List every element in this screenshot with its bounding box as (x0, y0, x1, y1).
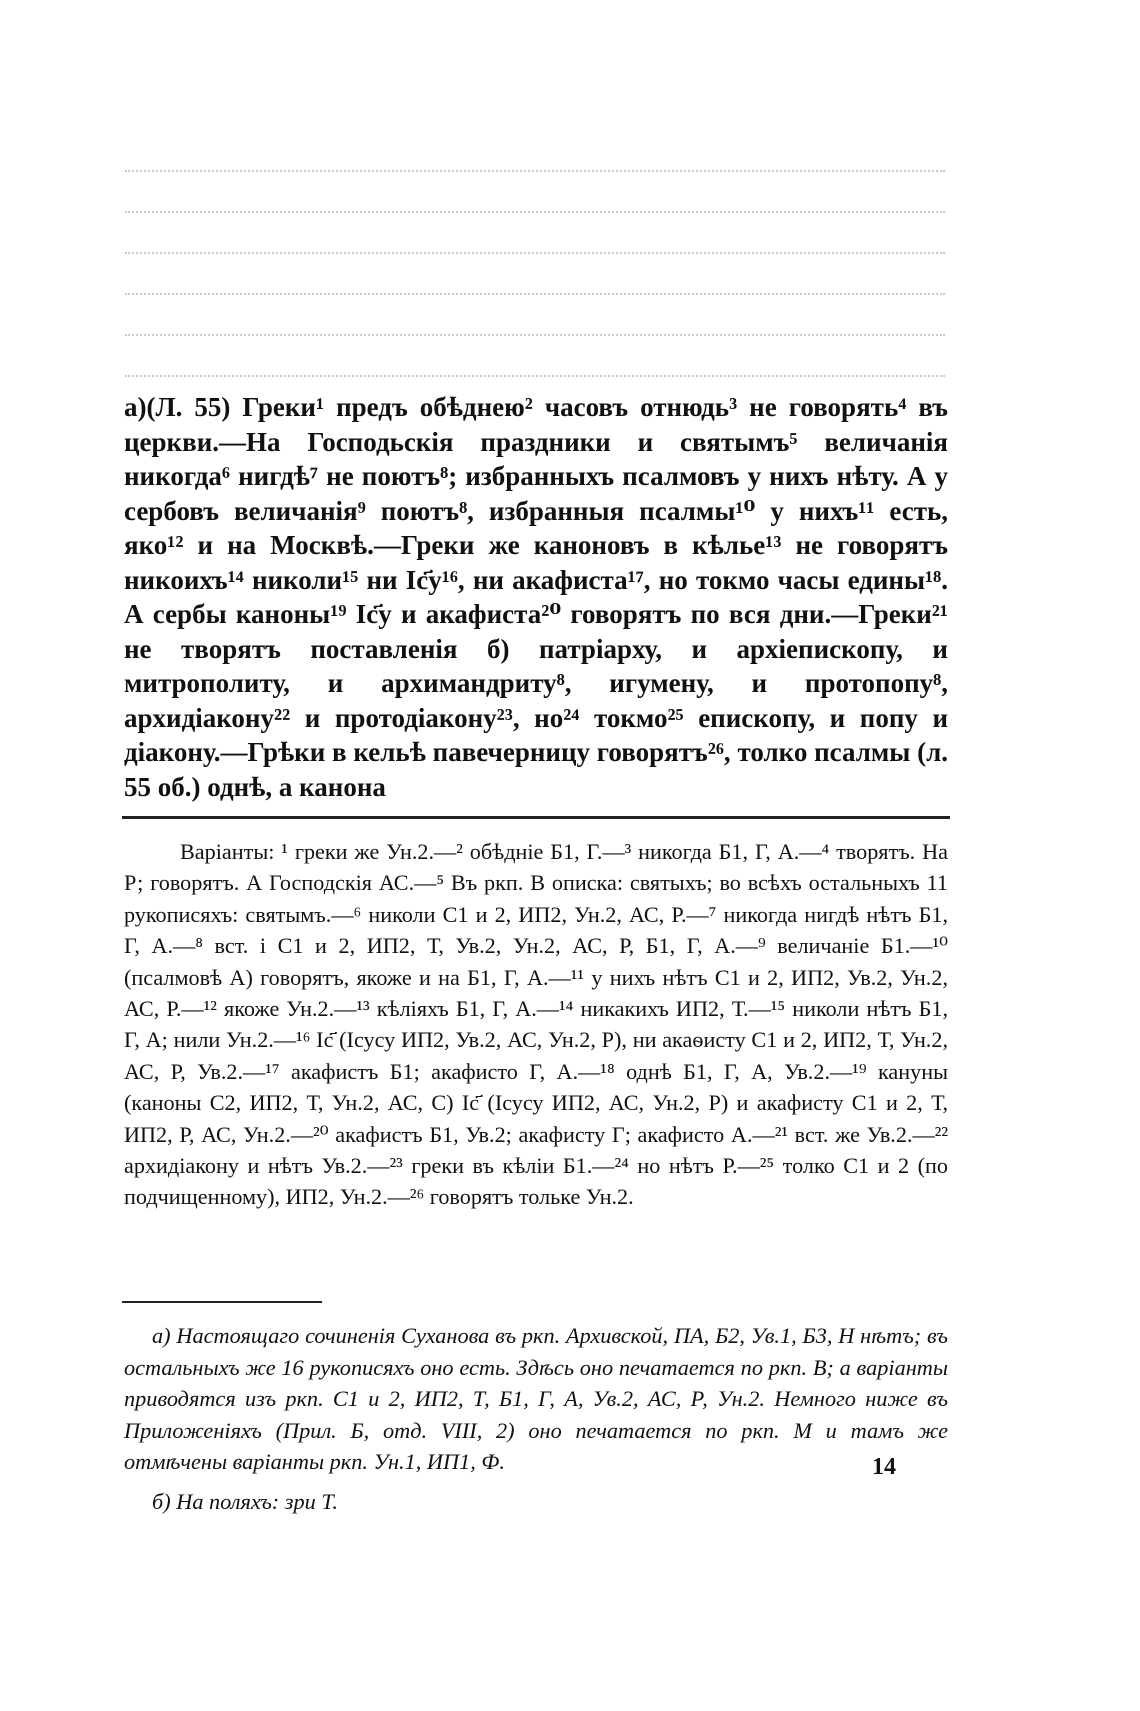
faded-line (125, 334, 945, 344)
page-number: 14 (872, 1454, 896, 1480)
variants-apparatus (124, 836, 948, 1213)
faded-line (125, 211, 945, 221)
notes-separator-rule (122, 1301, 322, 1303)
footnote-separator-rule (122, 816, 950, 819)
note-a: а) Настоящаго сочиненія Суханова въ ркп. Архивской, ПА, Б2, Ув.1, Б3, Н нѣтъ; въ остальныхъ же 16 рукописяхъ оно есть. Здѣсь оно печатается по ркп. В; а варіанты приводятся изъ ркп. С1 и 2, ИП2, Т, Б1, Г, А, Ув.2, АС, Р, Ун.2. Немного ниже въ Приложеніяхъ (Прил. Б, отд. VIII, 2) оно печатается по ркп. М и тамъ же отмѣчены варіанты ркп. Ун.1, ИП1, Ф. (124, 1323, 948, 1474)
variants-paragraph: Варіанты: ¹ греки же Ун.2.—² обѣдніе Б1, Г.—³ никогда Б1, Г, А.—⁴ творятъ. На Р; говорятъ. А Господскія АС.—⁵ Въ ркп. В описка: святыхъ; во всѣхъ остальныхъ 11 рукописяхъ: святымъ.—⁶ николи С1 и 2, ИП2, Ун.2, АС, Р.—⁷ никогда нигдѣ нѣтъ Б1, Г, А.—⁸ вст. і С1 и 2, ИП2, Т, Ув.2, Ун.2, АС, Р, Б1, Г, А.—⁹ величаніе Б1.—¹⁰ (псалмовѣ А) говорятъ, якоже и на Б1, Г, А.—¹¹ у нихъ нѣтъ С1 и 2, ИП2, Ув.2, Ун.2, АС, Р.—¹² якоже Ун.2.—¹³ кѣліяхъ Б1, Г, А.—¹⁴ никакихъ ИП2, Т.—¹⁵ николи нѣтъ Б1, Г, А; нили Ун.2.—¹⁶ Іс҃ (Ісусу ИП2, Ув.2, АС, Ун.2, Р), ни акаѳисту С1 и 2, ИП2, Т, Ун.2, АС, Р, Ув.2.—¹⁷ акафистъ Б1; акафисто Г, А.—¹⁸ однѣ Б1, Г, А, Ув.2.—¹⁹ кануны (каноны С2, ИП2, Т, Ун.2, АС, С) Іс҃ (Ісусу ИП2, АС, Ун.2, Р) и акафисту С1 и 2, Т, ИП2, Р, АС, Ун.2.—²⁰ акафистъ Б1, Ув.2; акафисту Г; акафисто А.—²¹ вст. же Ув.2.—²² архидіакону и нѣтъ Ув.2.—²³ греки въ кѣліи Б1.—²⁴ но нѣтъ Р.—²⁵ толко С1 и 2 (по подчищенному), ИП2, Ун.2.—²⁶ говорятъ тольке Ун.2. (124, 839, 948, 1210)
faded-bleedthrough-text (125, 170, 945, 380)
faded-line (125, 293, 945, 303)
main-paragraph: а)(Л. 55) Греки¹ предъ обѣднею² часовъ отнюдь³ не говорять⁴ въ церкви.—На Господьскія праздники и святымъ⁵ величанія никогда⁶ нигдѣ⁷ не поютъ⁸; избранныхъ псалмовъ у нихъ нѣту. А у сербовъ величанія⁹ поютъ⁸, избранныя псалмы¹⁰ у нихъ¹¹ есть, яко¹² и на Москвѣ.—Греки же каноновъ в кѣлье¹³ не говорятъ никоихъ¹⁴ николи¹⁵ ни Іс҃у¹⁶, ни акафиста¹⁷, но токмо часы едины¹⁸. А сербы каноны¹⁹ Іс҃у и акафиста²⁰ говорятъ по вся дни.—Греки²¹ не творятъ поставленія б) патріарху, и архіепископу, и митрополиту, и архимандриту⁸, игумену, и протопопу⁸, архидіакону²² и протодіакону²³, но²⁴ токмо²⁵ епископу, и попу и діакону.—Грѣки в кельѣ павечерницу говорятъ²⁶, толко псалмы (л. 55 об.) однѣ, а канона (124, 392, 948, 802)
faded-line (125, 252, 945, 262)
main-text-block (124, 390, 948, 804)
note-b: б) На поляхъ: зри Т. (152, 1488, 338, 1514)
faded-line (125, 375, 945, 385)
editorial-notes (124, 1320, 948, 1517)
faded-line (125, 170, 945, 180)
